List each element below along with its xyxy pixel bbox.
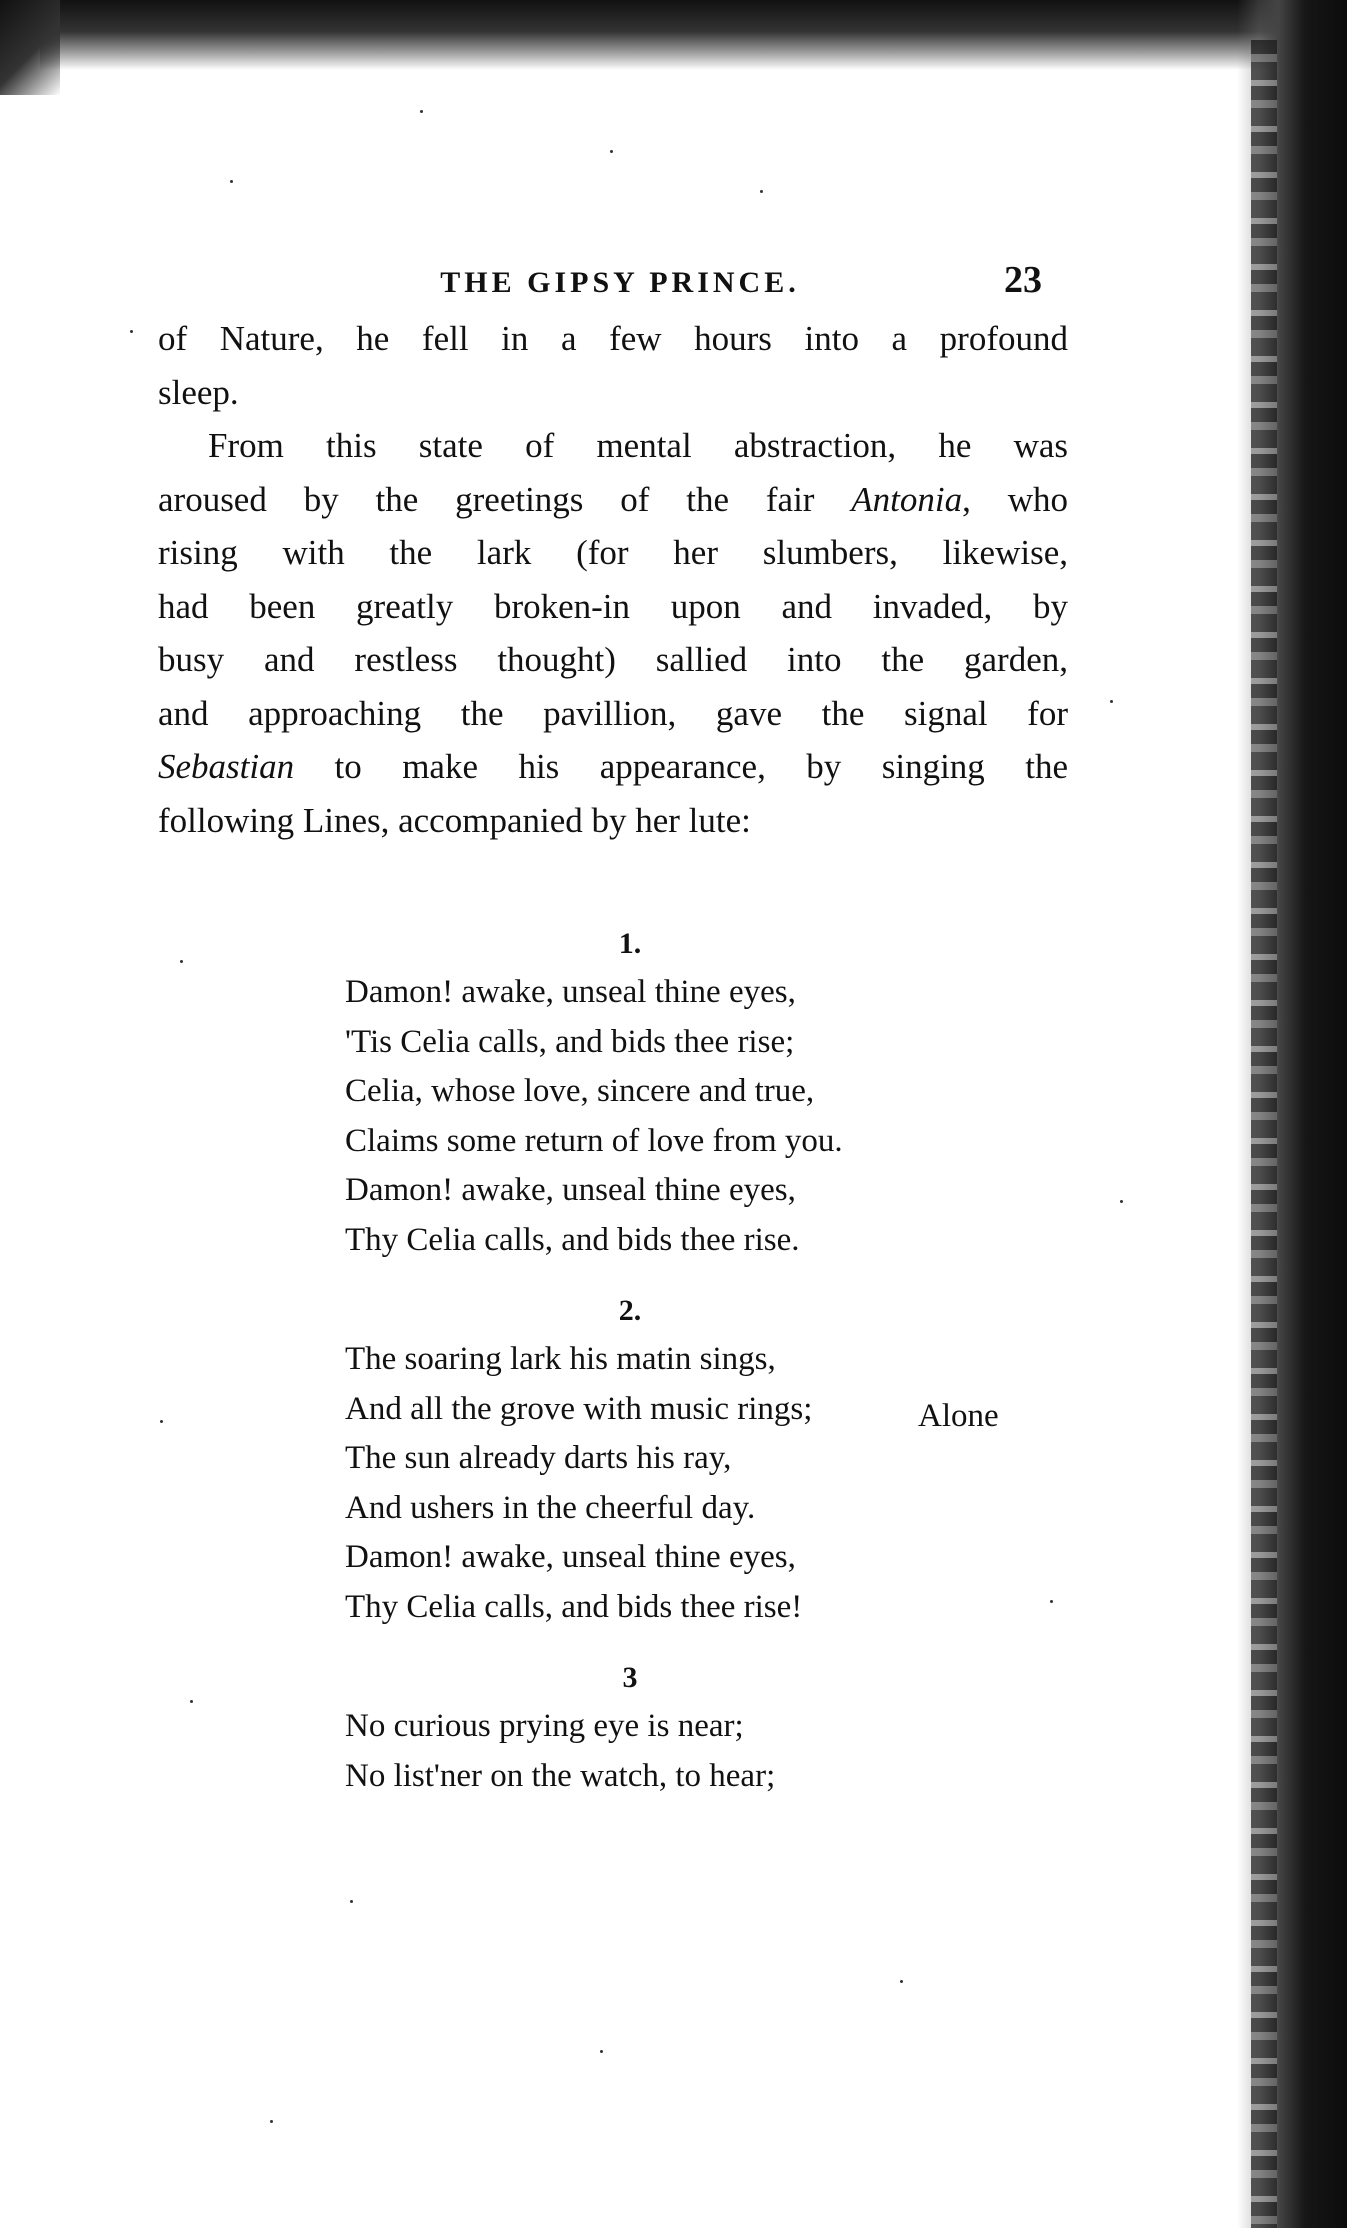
prose-line: aroused by the greetings of the fair Antonia, who (158, 479, 1068, 519)
prose-line: busy and restless thought) sallied into the garden, (158, 640, 1068, 679)
scan-speckle (230, 180, 233, 183)
prose-line: sleep. (158, 372, 239, 412)
verse-line: Damon! awake, unseal thine eyes, (345, 974, 796, 1010)
verse-line: No curious prying eye is near; (345, 1708, 744, 1744)
scan-speckle (190, 1700, 193, 1703)
page-number: 23 (1004, 259, 1042, 301)
scan-edge-right-texture (1251, 40, 1277, 2228)
prose-line: of Nature, he fell in a few hours into a profound (158, 319, 1068, 358)
scan-speckle (1050, 1600, 1053, 1603)
verse-line: 'Tis Celia calls, and bids thee rise; (345, 1023, 795, 1060)
verse-line: Thy Celia calls, and bids thee rise! (345, 1588, 803, 1625)
scan-speckle (1110, 700, 1113, 703)
prose-line: Sebastian to make his appearance, by singing the (158, 747, 1068, 786)
stanza (345, 1287, 965, 1632)
stanza (345, 920, 965, 1265)
scan-speckle (600, 2050, 603, 2053)
poem (345, 920, 965, 1801)
prose-line: From this state of mental abstraction, he was (208, 426, 1068, 465)
stanza-gap (345, 1265, 965, 1287)
stanza-number: 3 (622, 1661, 638, 1694)
verse-line: Celia, whose love, sincere and true, (345, 1073, 815, 1109)
scan-speckle (160, 1420, 163, 1423)
stanza-number: 2. (618, 1294, 642, 1327)
prose-line: rising with the lark (for her slumbers, likewise, (158, 533, 1068, 572)
running-head: THE GIPSY PRINCE. (440, 266, 800, 299)
prose-line: following Lines, accompanied by her lute: (158, 800, 751, 840)
prose-line: had been greatly broken-in upon and invaded, by (158, 586, 1068, 626)
verse-line: Claims some return of love from you. (345, 1122, 843, 1159)
verse-line: No list'ner on the watch, to hear; (345, 1757, 776, 1794)
scan-speckle (350, 1900, 353, 1903)
scan-speckle (1120, 1200, 1123, 1203)
verse-line: The sun already darts his ray, (345, 1440, 732, 1476)
scan-speckle (610, 150, 613, 153)
verse-line: And all the grove with music rings; (345, 1390, 813, 1427)
verse-line: Thy Celia calls, and bids thee rise. (345, 1221, 800, 1258)
scan-edge-corner (0, 0, 60, 95)
verse-line: Damon! awake, unseal thine eyes, (345, 1539, 796, 1575)
scan-speckle (420, 110, 423, 113)
verse-line: And ushers in the cheerful day. (345, 1489, 756, 1526)
verse-line: The soaring lark his matin sings, (345, 1341, 776, 1377)
scan-edge-top (40, 0, 1347, 70)
scan-speckle (270, 2120, 273, 2123)
prose-line: and approaching the pavillion, gave the signal for (158, 693, 1068, 733)
scan-speckle (180, 960, 183, 963)
prose-paragraph (158, 312, 1068, 847)
catchword: Alone (918, 1398, 999, 1434)
scan-speckle (900, 1980, 903, 1983)
stanza (345, 1654, 965, 1801)
stanza-number: 1. (618, 927, 642, 960)
verse-line: Damon! awake, unseal thine eyes, (345, 1172, 796, 1208)
scan-speckle (760, 190, 763, 193)
scan-speckle (130, 330, 133, 333)
stanza-gap (345, 1632, 965, 1654)
